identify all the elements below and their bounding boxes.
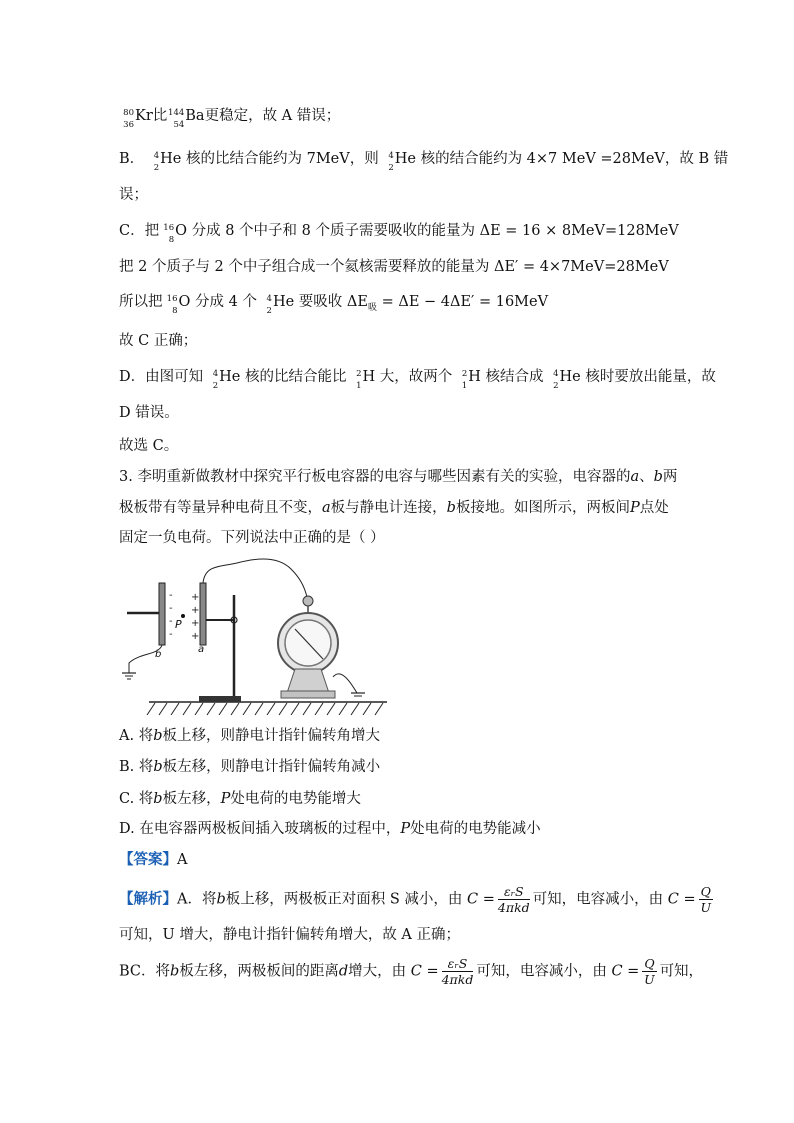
plate-a: [200, 583, 206, 645]
svg-text:-: -: [169, 603, 173, 614]
answer-prev: 故选 C。: [119, 438, 179, 454]
option-a: A. 将b板上移，则静电计指针偏转角增大: [119, 728, 380, 744]
q3-line-1: 3. 李明重新做教材中探究平行板电容器的电容与哪些因素有关的实验，电容器的a、b两: [119, 469, 678, 485]
line-b: B． 4 2 He 核的比结合能约为 7MeV，则 4 2 He 核的结合能约为 4×7 MeV =28MeV，故 B 错: [119, 151, 729, 173]
plate-b-label: b: [155, 649, 162, 660]
q3-line-2: 极板带有等量异种电荷且不变，a板与静电计连接，b板接地。如图所示，两板间P点处: [119, 500, 669, 516]
plate-b: [159, 583, 165, 645]
explanation-line-3: BC．将b板左移，两极板间的距离d增大，由 C = $\frac{\text{εᵣS}}{\text{4πkd}}$ 可知，电容减小，由 C = $\frac{Q}{U}$ 可知，: [119, 956, 704, 987]
line-b-2: 误；: [119, 187, 148, 203]
line-c-3: 所以把 16 8 O 分成 4 个 4 2 He 要吸收 $\Delta E_吸 = \Delta E - 4\Delta E' = 16MeV$: [119, 294, 549, 316]
electroscope-knob: [303, 596, 313, 606]
line-d: D．由图可知 4 2 He 核的比结合能比 2 1 H 大，故两个 2 1 H 核结合成 4 2 He 核时要放出能量，故: [119, 369, 716, 391]
option-c: C. 将b板左移，P处电荷的电势能增大: [119, 791, 361, 807]
answer-tag: 【答案】: [119, 851, 177, 868]
line-d-2: D 错误。: [119, 405, 179, 421]
point-p-label: P: [175, 618, 182, 631]
explanation-tag: 【解析】: [119, 890, 177, 908]
line-c-4: 故 C 正确；: [119, 333, 198, 349]
svg-text:+: +: [191, 605, 200, 616]
svg-text:+: +: [191, 618, 200, 629]
line-c: C．把 16 8 O 分成 8 个中子和 8 个质子需要吸收的能量为 ΔE = 16 × 8MeV=128MeV: [119, 223, 679, 245]
svg-text:-: -: [169, 590, 173, 601]
line-c-2: 把 2 个质子与 2 个中子组合成一个氦核需要释放的能量为 ΔE′ = 4×7MeV=28MeV: [119, 259, 669, 275]
svg-text:+: +: [191, 631, 200, 642]
answer-line: 【答案】A: [119, 851, 188, 868]
option-b: B. 将b板左移，则静电计指针偏转角减小: [119, 759, 381, 775]
plate-a-label: a: [198, 644, 205, 655]
svg-text:-: -: [169, 616, 173, 627]
line-kr-ba: 80 36 Kr比 144 54 Ba更稳定，故 A 错误；: [123, 108, 341, 130]
q3-line-3: 固定一负电荷。下列说法中正确的是（ ）: [119, 530, 385, 546]
svg-text:+: +: [191, 592, 200, 603]
explanation-line-2: 可知，U 增大，静电计指针偏转角增大，故 A 正确；: [119, 927, 461, 943]
option-d: D. 在电容器两极板间插入玻璃板的过程中，P处电荷的电势能减小: [119, 821, 541, 837]
capacitor-figure: [119, 555, 389, 720]
explanation-line-1: 【解析】A．将b板上移，两极板正对面积 S 减小，由 C = $\frac{\text{εᵣS}}{\text{4πkd}}$ 可知，电容减小，由 C = $\frac{Q}{U}$: [119, 884, 712, 915]
svg-text:-: -: [169, 629, 173, 640]
